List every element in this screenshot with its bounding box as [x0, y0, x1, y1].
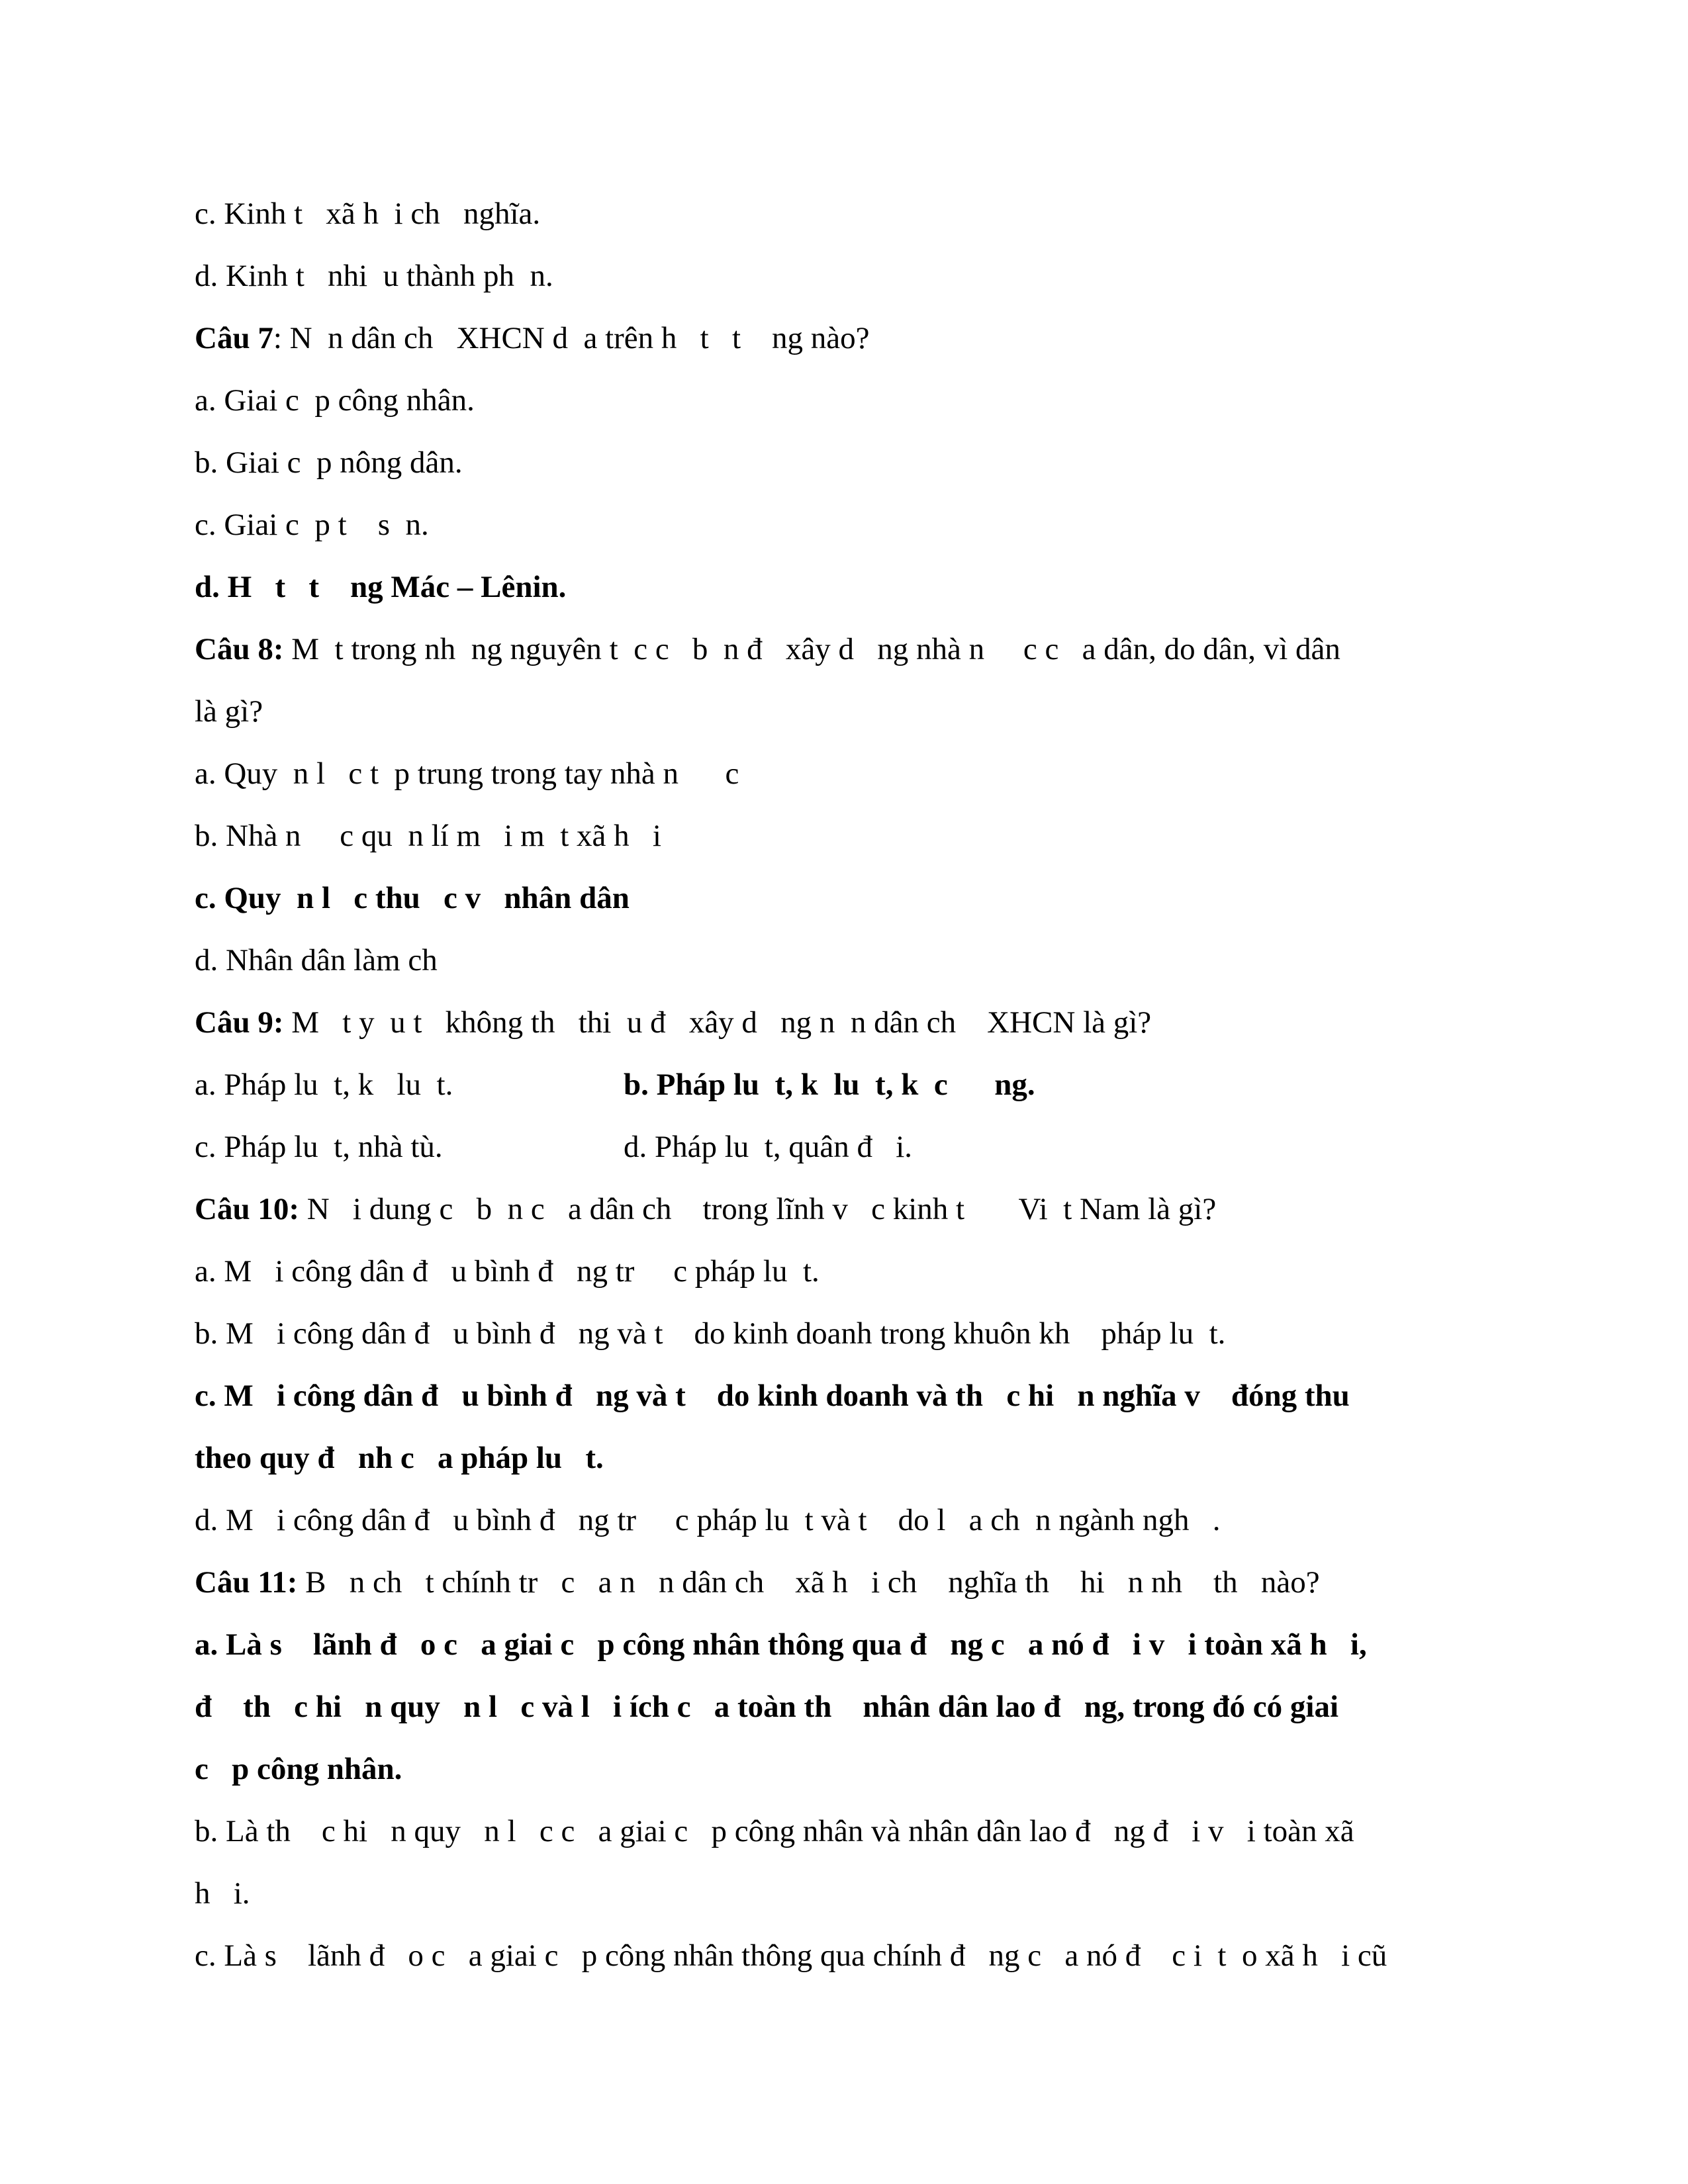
answer-d-q8: d. Nhân dân làm ch — [195, 943, 438, 978]
answer-a-q11-continued-2: c p công nhân. — [195, 1752, 402, 1786]
answer-d-q9: d. Pháp lu t, quân đ i. — [624, 1130, 913, 1164]
answer-c-q10-continued: theo quy đ nh c a pháp lu t. — [195, 1441, 604, 1475]
question-8-text: M t trong nh ng nguyên t c c b n đ xây d ng nhà n c c a dân, do dân, vì dân — [283, 632, 1340, 666]
answer-c-q10-correct: c. M i công dân đ u bình đ ng và t do kinh doanh và th c hi n nghĩa v đóng thu — [195, 1379, 1350, 1413]
question-7 — [195, 318, 870, 358]
question-11 — [195, 1563, 1320, 1602]
question-9-text: M t y u t không th thi u đ xây d ng n n dân ch XHCN là gì? — [283, 1005, 1152, 1040]
answer-b-q11-continued: h i. — [195, 1876, 250, 1911]
answer-a-q11-continued-1: đ th c hi n quy n l c và l i ích c a toàn th nhân dân lao đ ng, trong đó có giai — [195, 1690, 1339, 1724]
answer-c-q7: c. Giai c p t s n. — [195, 508, 429, 542]
answer-c-q8-correct: c. Quy n l c thu c v nhân dân — [195, 881, 630, 915]
answer-b-q9-correct: b. Pháp lu t, k lu t, k c ng. — [624, 1068, 1035, 1102]
question-9 — [195, 1003, 1151, 1042]
answer-d-q7-correct: d. H t t ng Mác – Lênin. — [195, 570, 567, 604]
answer-b-q7: b. Giai c p nông dân. — [195, 445, 463, 480]
question-10-label: Câu 10: — [195, 1192, 299, 1226]
question-8 — [195, 629, 1340, 669]
answer-d-q10: d. M i công dân đ u bình đ ng tr c pháp lu t và t do l a ch n ngành ngh . — [195, 1503, 1221, 1537]
answer-a-q9: a. Pháp lu t, k lu t. — [195, 1068, 453, 1102]
answer-c-q11: c. Là s lãnh đ o c a giai c p công nhân thông qua chính đ ng c a nó đ c i t o xã h i cũ — [195, 1938, 1387, 1973]
answer-b-q10: b. M i công dân đ u bình đ ng và t do kinh doanh trong khuôn kh pháp lu t. — [195, 1316, 1226, 1351]
answer-c-q6: c. Kinh t xã h i ch nghĩa. — [195, 197, 541, 231]
answer-a-q10: a. M i công dân đ u bình đ ng tr c pháp lu t. — [195, 1254, 820, 1289]
question-11-label: Câu 11: — [195, 1565, 298, 1600]
answer-b-q11: b. Là th c hi n quy n l c c a giai c p công nhân và nhân dân lao đ ng đ i v i toàn xã — [195, 1814, 1354, 1848]
answer-c-q9: c. Pháp lu t, nhà tù. — [195, 1130, 443, 1164]
question-7-label: Câu 7 — [195, 321, 273, 355]
question-8-continued: là gì? — [195, 694, 263, 729]
answer-a-q11-correct: a. Là s lãnh đ o c a giai c p công nhân thông qua đ ng c a nó đ i v i toàn xã h i, — [195, 1627, 1367, 1662]
question-9-label: Câu 9: — [195, 1005, 284, 1040]
answer-b-q8: b. Nhà n c qu n lí m i m t xã h i — [195, 819, 661, 853]
answer-d-q6: d. Kinh t nhi u thành ph n. — [195, 259, 553, 293]
answer-a-q7: a. Giai c p công nhân. — [195, 383, 475, 418]
question-11-text: B n ch t chính tr c a n n dân ch xã h i ch nghĩa th hi n nh th nào? — [297, 1565, 1320, 1600]
question-10 — [195, 1189, 1216, 1229]
question-10-text: N i dung c b n c a dân ch trong lĩnh v c kinh t Vi t Nam là gì? — [299, 1192, 1217, 1226]
question-7-text: : N n dân ch XHCN d a trên h t t ng nào? — [273, 321, 870, 355]
answer-a-q8: a. Quy n l c t p trung trong tay nhà n c — [195, 756, 739, 791]
question-8-label: Câu 8: — [195, 632, 284, 666]
